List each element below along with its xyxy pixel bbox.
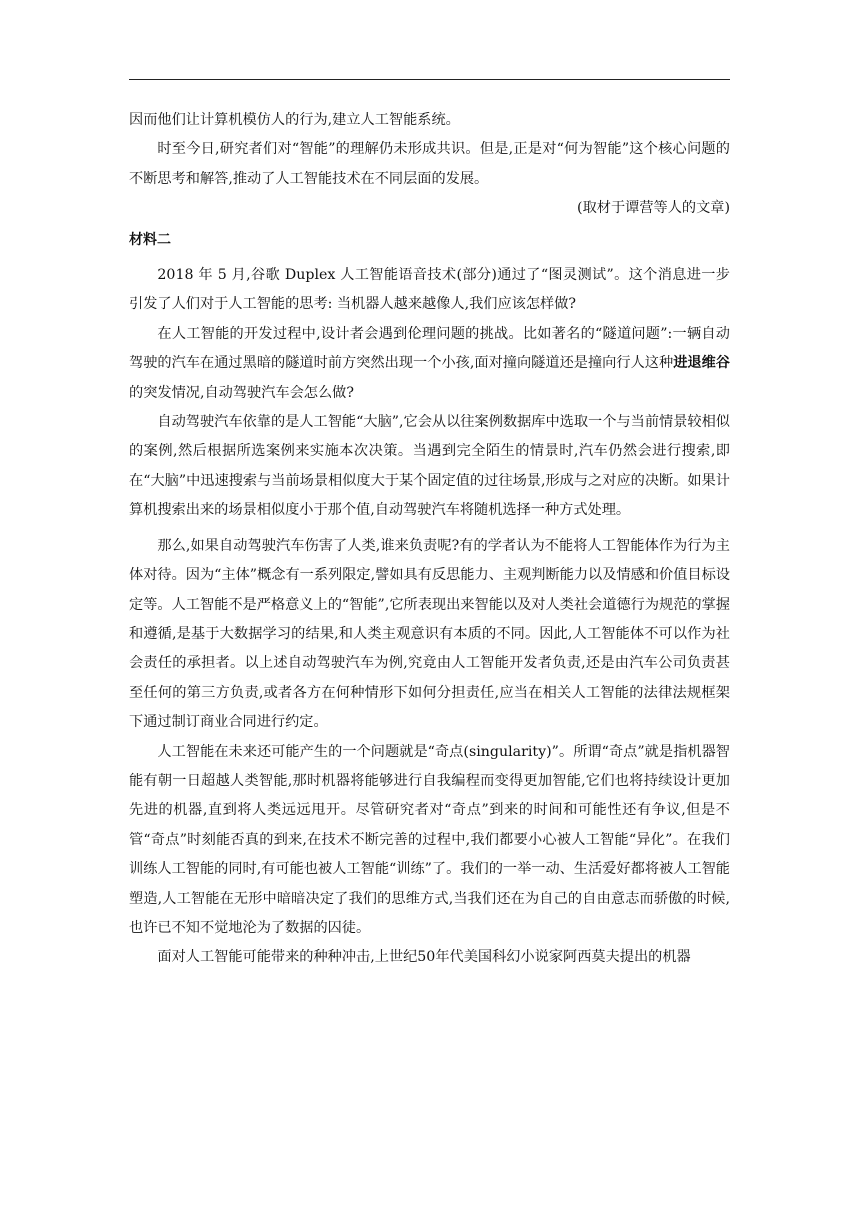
tunnel-text-end: 的突发情况,自动驾驶汽车会怎么做? bbox=[129, 384, 354, 401]
header-rule bbox=[129, 79, 730, 80]
paragraph-continued: 因而他们让计算机模仿人的行为,建立人工智能系统。 bbox=[129, 112, 460, 128]
paragraph-responsibility: 那么,如果自动驾驶汽车伤害了人类,谁来负责呢?有的学者认为不能将人工智能体作为行为主体对待。因为“主体”概念有一系列限定,譬如具有反思能力、主观判断能力以及情感和价值目标设定等。人工智能不是严格意义上的“智能”,它所表现出来智能以及对人类社会道德行为规范的掌握和遵循,是基于大数据学习的结果,和人类主观意识有本质的不同。因此,人工智能体不可以作为社会责任的承担者。以上述自动驾驶汽车为例,究竟由人工智能开发者负责,还是由汽车公司负责甚至任何的第三方负责,或者各方在何种情形下如何分担责任,应当在相关人工智能的法律法规框架下通过制订商业合同进行约定。 bbox=[129, 537, 730, 731]
paragraph-duplex: 2018 年 5 月,谷歌 Duplex 人工智能语音技术(部分)通过了“图灵测试”。这个消息进一步引发了人们对于人工智能的思考: 当机器人越来越像人,我们应该怎样做? bbox=[129, 267, 730, 313]
section-heading-material-two: 材料二 bbox=[129, 231, 171, 248]
source-citation: (取材于谭营等人的文章) bbox=[577, 200, 730, 217]
paragraph-tunnel-problem bbox=[129, 320, 730, 408]
tunnel-text-start: 在人工智能的开发过程中,设计者会遇到伦理问题的挑战。比如著名的“隧道问题”:一辆自动驾驶的汽车在通过黑暗的隧道时前方突然出现一个小孩,面对撞向隧道还是撞向行人这种 bbox=[129, 325, 730, 372]
paragraph-singularity: 人工智能在未来还可能产生的一个问题就是“奇点(singularity)”。所谓“奇点”就是指机器智能有朝一日超越人类智能,那时机器将能够进行自我编程而变得更加智能,它们也将持续设计更加先进的机器,直到将人类远远甩开。尽管研究者对“奇点”到来的时间和可能性还有争议,但是不管“奇点”时刻能否真的到来,在技术不断完善的过程中,我们都要小心被人工智能“异化”。在我们训练人工智能的同时,有可能也被人工智能“训练”了。我们的一举一动、生活爱好都将被人工智能塑造,人工智能在无形中暗暗决定了我们的思维方式,当我们还在为自己的自由意志而骄傲的时候,也许已不知不觉地沦为了数据的囚徒。 bbox=[129, 743, 730, 936]
document-body bbox=[129, 106, 730, 973]
paragraph-consensus: 时至今日,研究者们对“智能”的理解仍未形成共识。但是,正是对“何为智能”这个核心问题的不断思考和解答,推动了人工智能技术在不同层面的发展。 bbox=[129, 141, 730, 187]
paragraph-asimov: 面对人工智能可能带来的种种冲击,上世纪50年代美国科幻小说家阿西莫夫提出的机器 bbox=[157, 949, 691, 966]
highlighted-idiom: 进退维谷 bbox=[673, 355, 730, 372]
paragraph-autonomous-brain: 自动驾驶汽车依靠的是人工智能“大脑”,它会从以往案例数据库中选取一个与当前情景较相似的案例,然后根据所选案例来实施本次决策。当遇到完全陌生的情景时,汽车仍然会进行搜索,即在“大脑”中迅速搜索与当前场景相似度大于某个固定值的过往场景,形成与之对应的决断。如果计算机搜索出来的场景相似度小于那个值,自动驾驶汽车将随机选择一种方式处理。 bbox=[129, 414, 730, 519]
